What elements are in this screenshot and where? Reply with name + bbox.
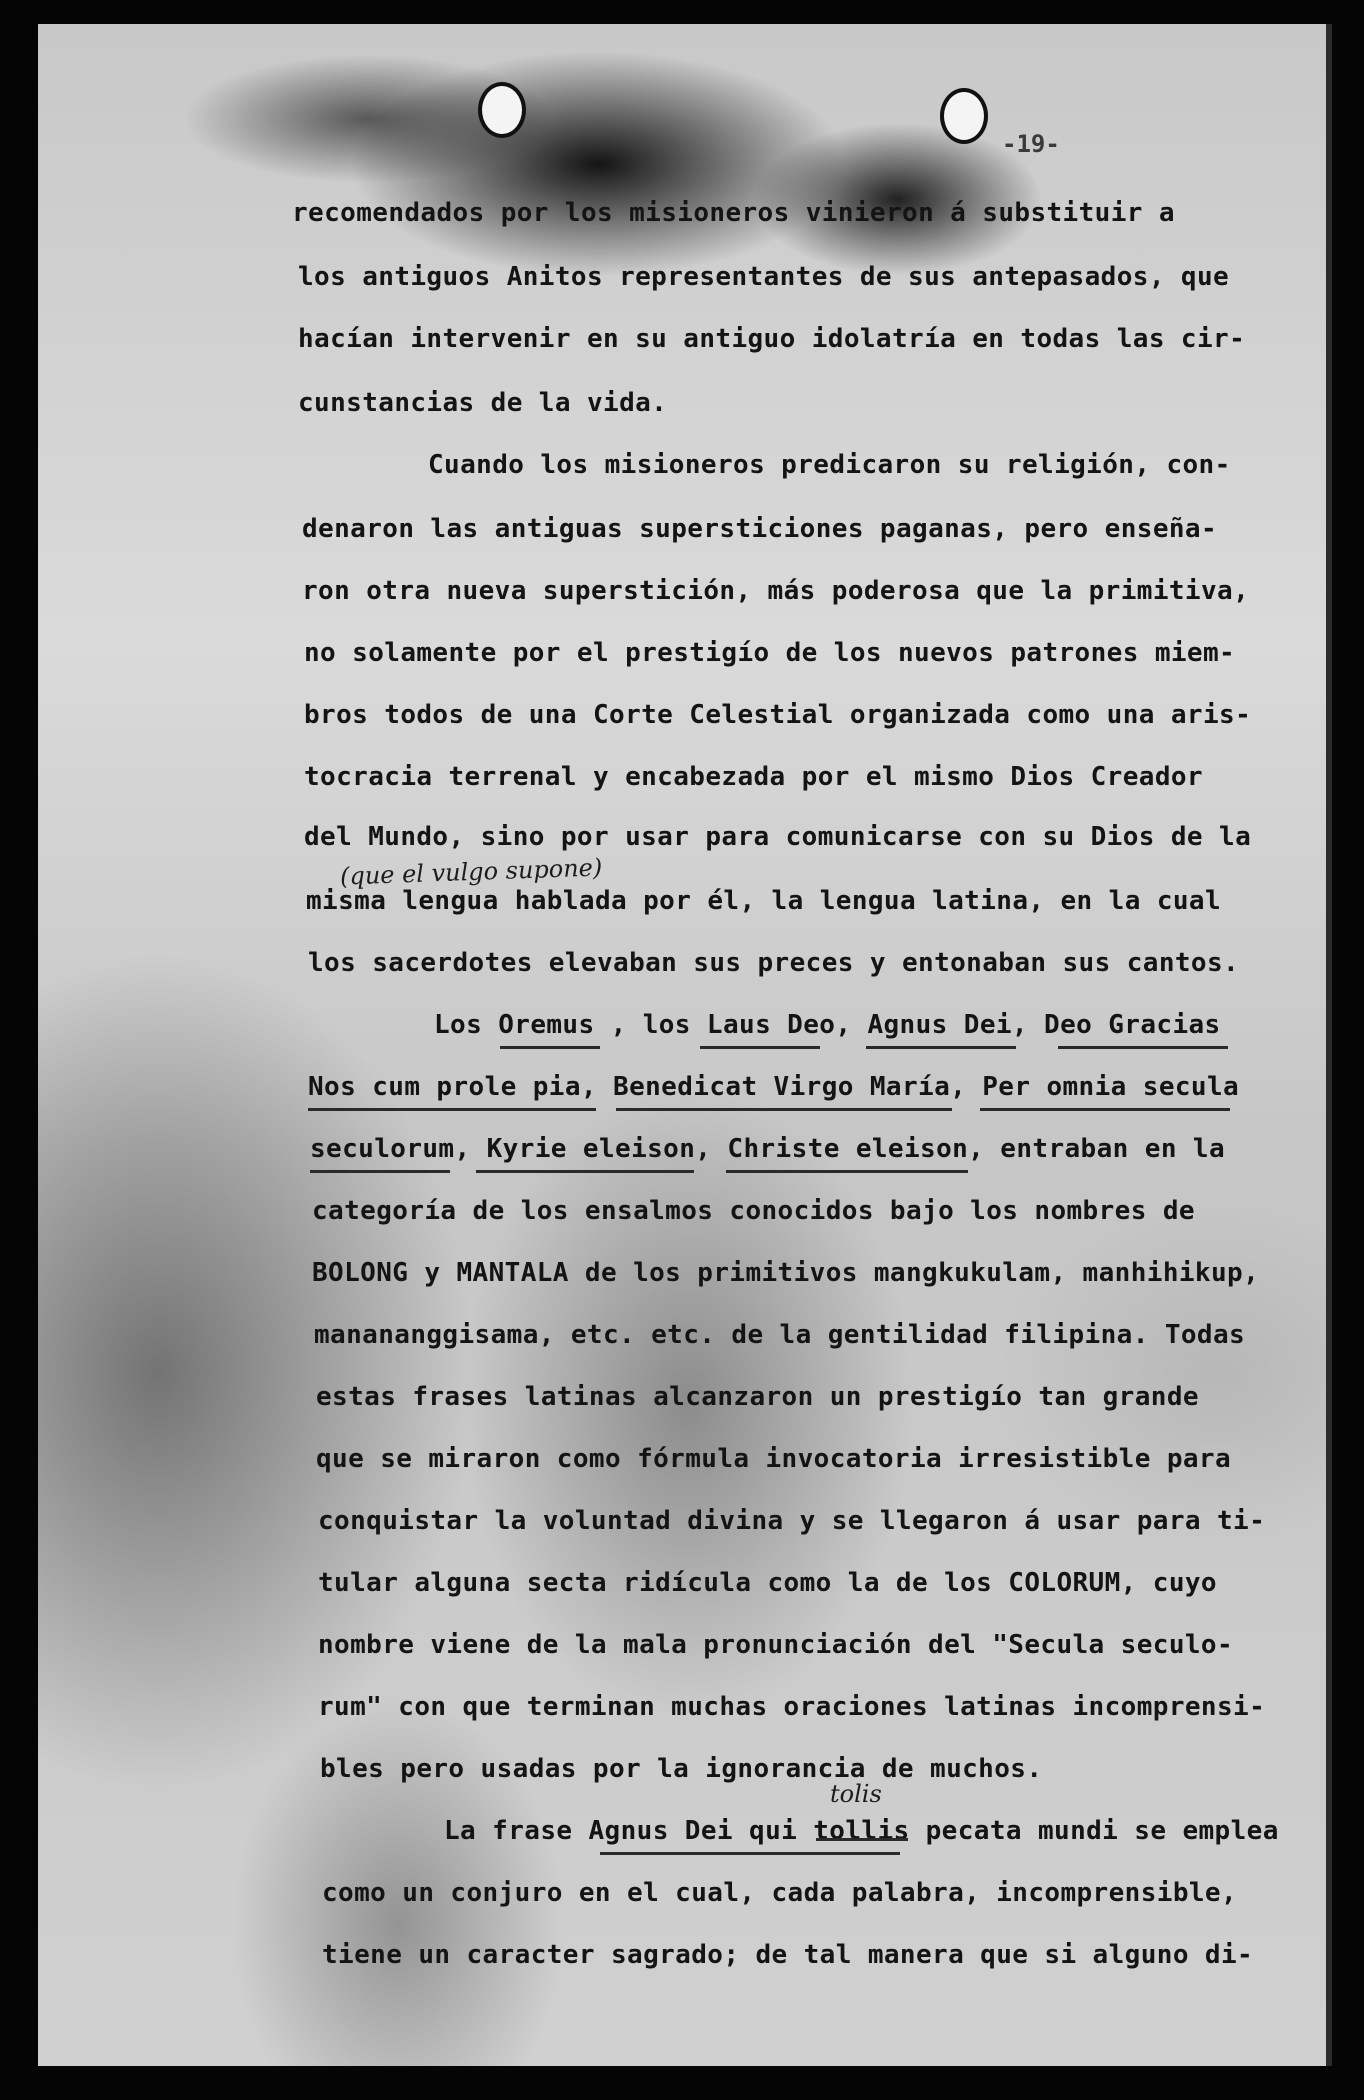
text-line: que se miraron como fórmula invocatoria irresistible para bbox=[316, 1444, 1232, 1474]
text-line: tiene un caracter sagrado; de tal manera que si alguno di- bbox=[322, 1940, 1254, 1970]
underline-per-omnia bbox=[980, 1108, 1230, 1111]
text-line: Cuando los misioneros predicaron su religión, con- bbox=[428, 450, 1231, 480]
underline-agnus-dei bbox=[866, 1046, 1016, 1049]
underline-laus-deo bbox=[700, 1046, 820, 1049]
text-line: como un conjuro en el cual, cada palabra, incomprensible, bbox=[322, 1878, 1238, 1908]
text-line: denaron las antiguas supersticiones paganas, pero enseña- bbox=[302, 514, 1218, 544]
underline-benedicat-virgo-maria bbox=[616, 1108, 952, 1111]
punch-hole-right bbox=[944, 92, 984, 140]
text-line: La frase Agnus Dei qui tollis pecata mundi se emplea bbox=[444, 1816, 1279, 1846]
underline-christe-eleison bbox=[726, 1170, 968, 1173]
text-line: tular alguna secta ridícula como la de los COLORUM, cuyo bbox=[318, 1568, 1217, 1598]
text-line: Los Oremus , los Laus Deo, Agnus Dei, Deo Gracias bbox=[434, 1010, 1221, 1040]
underline-kyrie-eleison bbox=[476, 1170, 694, 1173]
text-line: misma lengua hablada por él, la lengua latina, en la cual bbox=[306, 886, 1222, 916]
text-line: manananggisama, etc. etc. de la gentilidad filipina. Todas bbox=[314, 1320, 1246, 1350]
underline-agnus-dei-phrase bbox=[600, 1852, 900, 1855]
underline-oremus bbox=[500, 1046, 600, 1049]
text-line: ron otra nueva superstición, más poderosa que la primitiva, bbox=[302, 576, 1250, 606]
text-line: bros todos de una Corte Celestial organizada como una aris- bbox=[304, 700, 1252, 730]
text-line: cunstancias de la vida. bbox=[298, 388, 668, 418]
text-line: los sacerdotes elevaban sus preces y entonaban sus cantos. bbox=[308, 948, 1240, 978]
text-line: Nos cum prole pia, Benedicat Virgo María, Per omnia secula bbox=[308, 1072, 1240, 1102]
text-line: nombre viene de la mala pronunciación del "Secula seculo- bbox=[318, 1630, 1234, 1660]
handwritten-correction: tolis bbox=[830, 1780, 882, 1808]
strikethrough-tollis bbox=[816, 1838, 908, 1841]
text-line: los antiguos Anitos representantes de sus antepasados, que bbox=[298, 262, 1230, 292]
text-line: BOLONG y MANTALA de los primitivos mangkukulam, manhihikup, bbox=[312, 1258, 1260, 1288]
page-number: -19- bbox=[1002, 130, 1060, 158]
text-line: conquistar la voluntad divina y se llegaron á usar para ti- bbox=[318, 1506, 1266, 1536]
text-line: seculorum, Kyrie eleison, Christe eleison, entraban en la bbox=[310, 1134, 1226, 1164]
text-line: rum" con que terminan muchas oraciones latinas incomprensi- bbox=[318, 1692, 1266, 1722]
underline-nos-cum-prole-pia bbox=[308, 1108, 596, 1111]
text-line: recomendados por los misioneros vinieron á substituir a bbox=[292, 198, 1175, 228]
handwritten-insertion: (que el vulgo supone) bbox=[339, 853, 603, 891]
punch-hole-left bbox=[482, 86, 522, 134]
text-line: hacían intervenir en su antiguo idolatría en todas las cir- bbox=[298, 324, 1246, 354]
text-line: tocracia terrenal y encabezada por el mismo Dios Creador bbox=[304, 762, 1203, 792]
text-line: categoría de los ensalmos conocidos bajo los nombres de bbox=[312, 1196, 1195, 1226]
text-line: estas frases latinas alcanzaron un prestigío tan grande bbox=[316, 1382, 1199, 1412]
text-line: del Mundo, sino por usar para comunicarse con su Dios de la bbox=[304, 822, 1252, 852]
underline-seculorum bbox=[310, 1170, 450, 1173]
text-line: no solamente por el prestigío de los nuevos patrones miem- bbox=[304, 638, 1236, 668]
text-line: bles pero usadas por la ignorancia de muchos. bbox=[320, 1754, 1043, 1784]
underline-deo-gracias bbox=[1058, 1046, 1228, 1049]
